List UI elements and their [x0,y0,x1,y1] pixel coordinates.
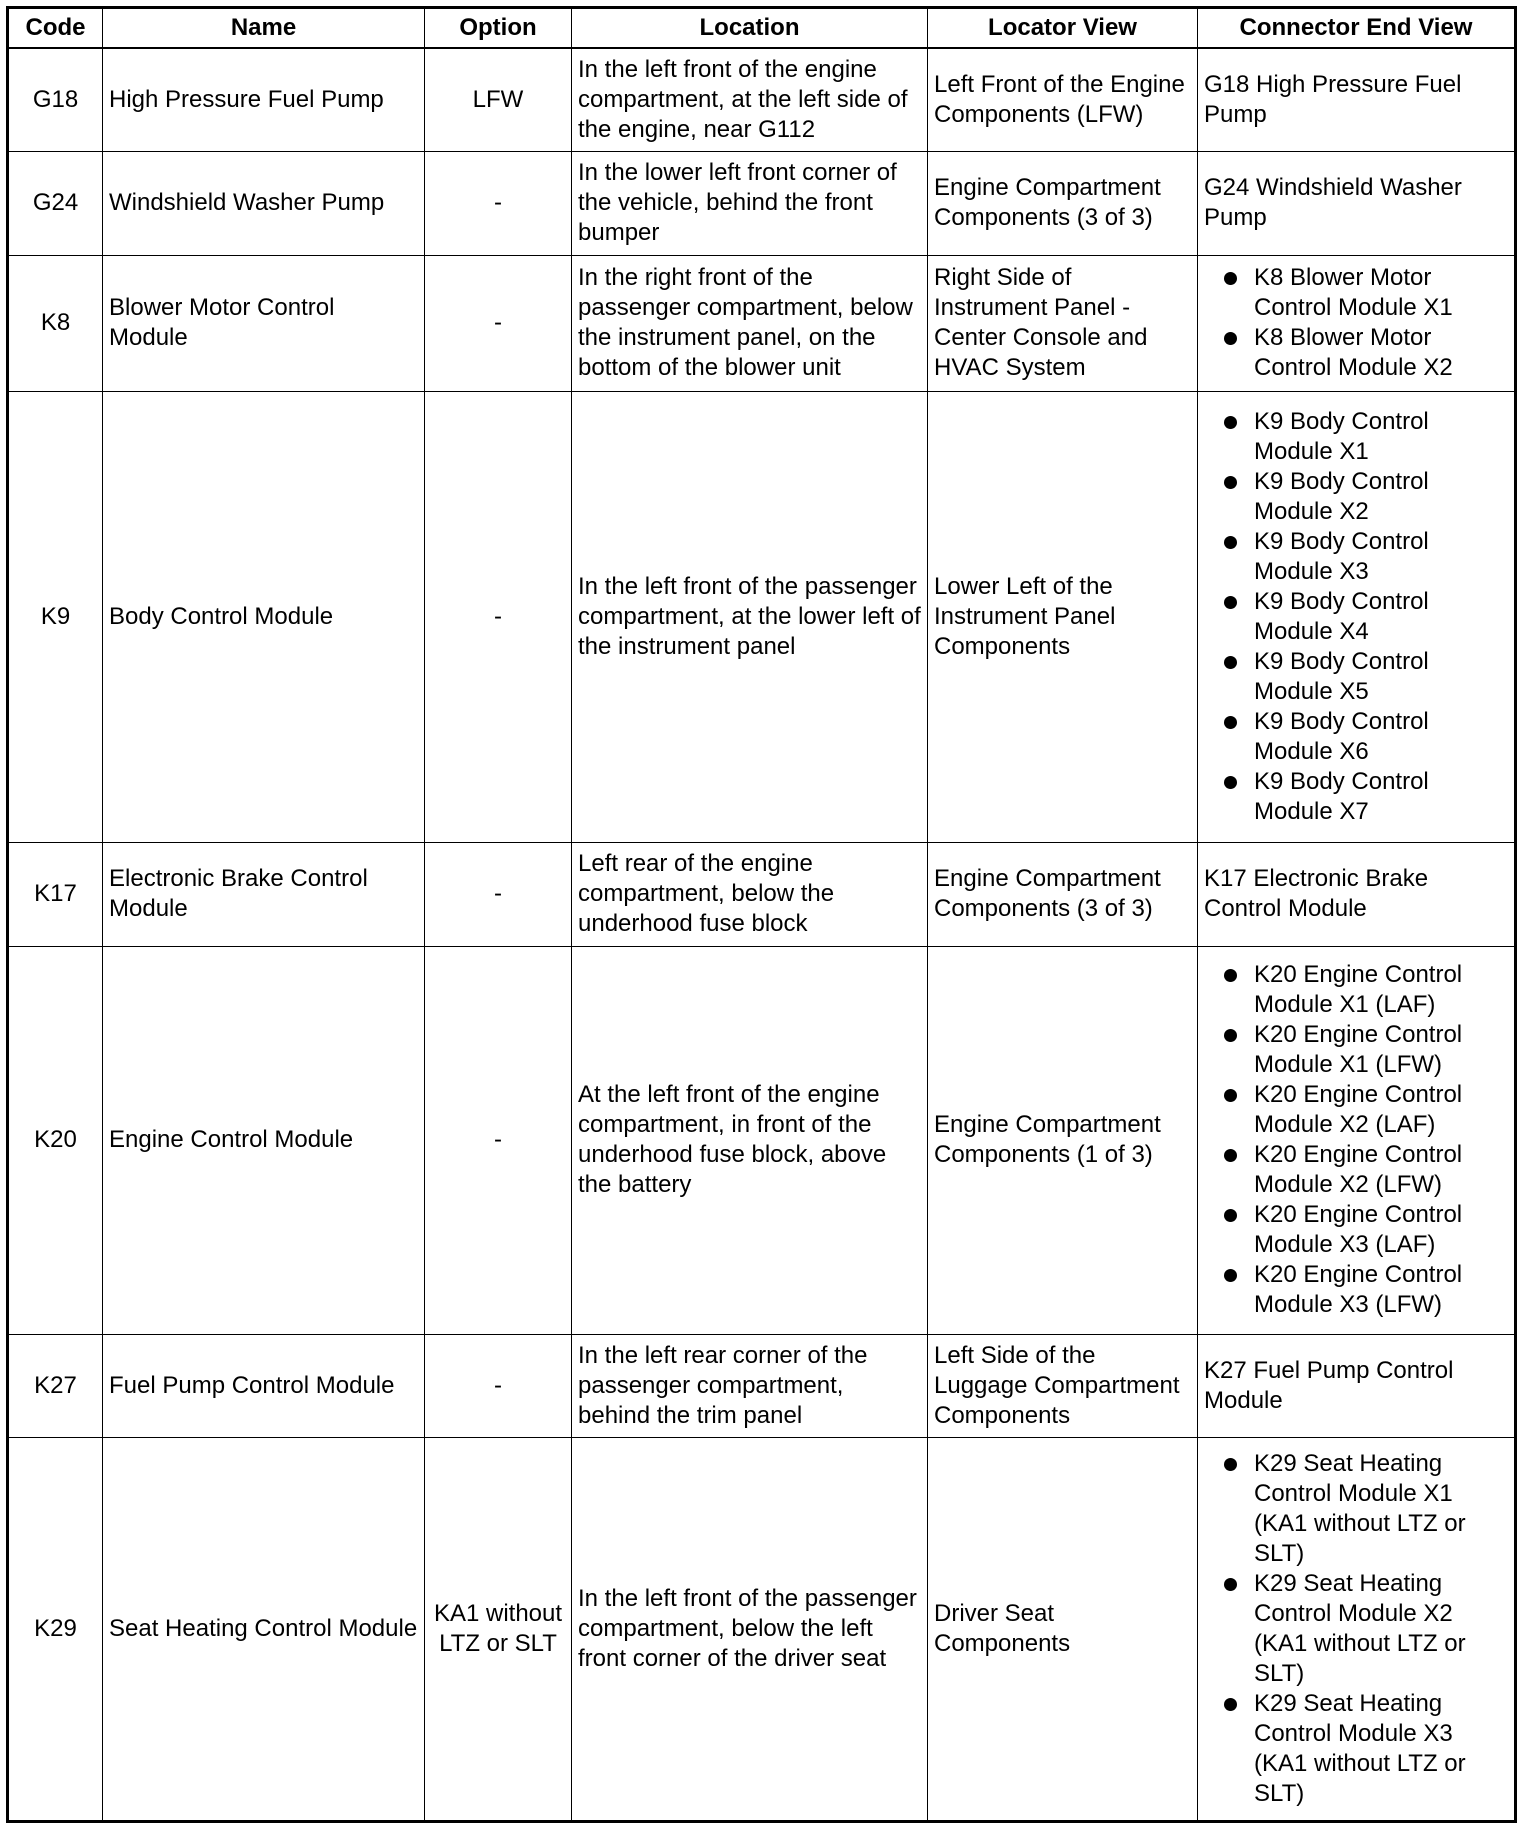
cell-option: KA1 without LTZ or SLT [425,1437,572,1821]
connector-list [1204,263,1508,383]
list-item [1204,707,1508,767]
cell-connector-end-view [1198,391,1516,842]
connector-item-label: K20 Engine Control Module X3 (LAF) [1254,1201,1463,1258]
cell-code: G24 [8,151,103,255]
connector-list [1204,960,1508,1320]
cell-name: Fuel Pump Control Module [103,1334,425,1437]
list-item [1204,1449,1508,1569]
cell-option: - [425,1334,572,1437]
connector-item-label: K29 Seat Heating Control Module X3 (KA1 without LTZ or SLT) [1254,1689,1466,1807]
header-name: Name [103,8,425,49]
bullet-icon [1224,656,1237,669]
cell-code: K9 [8,391,103,842]
cell-option: - [425,946,572,1334]
cell-name: Seat Heating Control Module [103,1437,425,1821]
bullet-icon [1224,596,1237,609]
list-item [1204,767,1508,827]
cell-location: In the left front of the passenger compartment, below the left front corner of the driver seat [572,1437,928,1821]
list-item [1204,263,1508,323]
table-row [8,842,1516,946]
connector-item-label: K9 Body Control Module X6 [1254,707,1429,765]
table-row [8,391,1516,842]
connector-item-label: K8 Blower Motor Control Module X2 [1254,324,1453,381]
cell-name: Engine Control Module [103,946,425,1334]
connector-item-label: K29 Seat Heating Control Module X1 (KA1 without LTZ or SLT) [1254,1449,1466,1567]
connector-item-label: K9 Body Control Module X3 [1254,527,1429,585]
table-row [8,1334,1516,1437]
cell-location: In the right front of the passenger compartment, below the instrument panel, on the bottom of the blower unit [572,255,928,391]
cell-name: Electronic Brake Control Module [103,842,425,946]
cell-name: High Pressure Fuel Pump [103,48,425,151]
cell-code: G18 [8,48,103,151]
connector-item-label: K9 Body Control Module X4 [1254,587,1429,645]
cell-option: - [425,391,572,842]
cell-connector-end-view [1198,1437,1516,1821]
connector-item-label: K9 Body Control Module X5 [1254,647,1429,705]
cell-option: - [425,842,572,946]
header-location: Location [572,8,928,49]
table-body [8,48,1516,1821]
table-header [8,8,1516,49]
list-item [1204,647,1508,707]
bullet-icon [1224,416,1237,429]
cell-connector-end-view: K27 Fuel Pump Control Module [1198,1334,1516,1437]
list-item [1204,527,1508,587]
cell-name: Body Control Module [103,391,425,842]
list-item [1204,1260,1508,1320]
connector-item-label: K20 Engine Control Module X2 (LFW) [1254,1141,1463,1198]
connector-item-label: K20 Engine Control Module X1 (LAF) [1254,961,1463,1018]
cell-locator-view: Engine Compartment Components (3 of 3) [928,151,1198,255]
table-row [8,151,1516,255]
connector-item-label: K29 Seat Heating Control Module X2 (KA1 without LTZ or SLT) [1254,1569,1466,1687]
header-connector-end-view: Connector End View [1198,8,1516,49]
bullet-icon [1224,1209,1237,1222]
list-item [1204,323,1508,383]
connector-item-label: K9 Body Control Module X2 [1254,467,1429,525]
connector-item-label: K8 Blower Motor Control Module X1 [1254,264,1453,321]
list-item [1204,1569,1508,1689]
bullet-icon [1224,332,1237,345]
cell-location: In the left front of the passenger compartment, at the lower left of the instrument panel [572,391,928,842]
cell-location: In the left front of the engine compartment, at the left side of the engine, near G112 [572,48,928,151]
connector-item-label: K20 Engine Control Module X2 (LAF) [1254,1081,1463,1138]
cell-connector-end-view: K17 Electronic Brake Control Module [1198,842,1516,946]
cell-connector-end-view: G24 Windshield Washer Pump [1198,151,1516,255]
bullet-icon [1224,536,1237,549]
header-row [8,8,1516,49]
bullet-icon [1224,1269,1237,1282]
list-item [1204,1689,1508,1809]
cell-locator-view: Driver Seat Components [928,1437,1198,1821]
bullet-icon [1224,1029,1237,1042]
cell-name: Blower Motor Control Module [103,255,425,391]
cell-locator-view: Left Front of the Engine Components (LFW) [928,48,1198,151]
cell-locator-view: Right Side of Instrument Panel - Center Console and HVAC System [928,255,1198,391]
cell-location: At the left front of the engine compartment, in front of the underhood fuse block, above the battery [572,946,928,1334]
bullet-icon [1224,1698,1237,1711]
cell-code: K29 [8,1437,103,1821]
cell-option: LFW [425,48,572,151]
connector-item-label: K20 Engine Control Module X1 (LFW) [1254,1021,1463,1078]
cell-locator-view: Engine Compartment Components (3 of 3) [928,842,1198,946]
connector-item-label: K9 Body Control Module X1 [1254,407,1429,465]
connector-item-label: K20 Engine Control Module X3 (LFW) [1254,1261,1463,1318]
list-item [1204,1200,1508,1260]
table-row [8,255,1516,391]
list-item [1204,1140,1508,1200]
header-option: Option [425,8,572,49]
table-row [8,1437,1516,1821]
bullet-icon [1224,1458,1237,1471]
header-code: Code [8,8,103,49]
bullet-icon [1224,1149,1237,1162]
cell-code: K8 [8,255,103,391]
bullet-icon [1224,1578,1237,1591]
component-locator-table [6,6,1517,1823]
cell-code: K17 [8,842,103,946]
list-item [1204,467,1508,527]
cell-connector-end-view [1198,946,1516,1334]
cell-option: - [425,255,572,391]
bullet-icon [1224,272,1237,285]
cell-code: K27 [8,1334,103,1437]
cell-location: In the left rear corner of the passenger compartment, behind the trim panel [572,1334,928,1437]
connector-list [1204,1449,1508,1809]
list-item [1204,407,1508,467]
list-item [1204,960,1508,1020]
list-item [1204,1080,1508,1140]
document-page [6,6,1514,1823]
bullet-icon [1224,1089,1237,1102]
bullet-icon [1224,716,1237,729]
cell-locator-view: Lower Left of the Instrument Panel Components [928,391,1198,842]
table-row [8,946,1516,1334]
cell-connector-end-view [1198,255,1516,391]
connector-item-label: K9 Body Control Module X7 [1254,767,1429,825]
bullet-icon [1224,969,1237,982]
cell-option: - [425,151,572,255]
cell-connector-end-view: G18 High Pressure Fuel Pump [1198,48,1516,151]
list-item [1204,587,1508,647]
header-locator-view: Locator View [928,8,1198,49]
bullet-icon [1224,476,1237,489]
cell-locator-view: Left Side of the Luggage Compartment Components [928,1334,1198,1437]
cell-location: In the lower left front corner of the vehicle, behind the front bumper [572,151,928,255]
bullet-icon [1224,776,1237,789]
cell-code: K20 [8,946,103,1334]
table-row [8,48,1516,151]
list-item [1204,1020,1508,1080]
cell-location: Left rear of the engine compartment, below the underhood fuse block [572,842,928,946]
connector-list [1204,407,1508,827]
cell-name: Windshield Washer Pump [103,151,425,255]
cell-locator-view: Engine Compartment Components (1 of 3) [928,946,1198,1334]
